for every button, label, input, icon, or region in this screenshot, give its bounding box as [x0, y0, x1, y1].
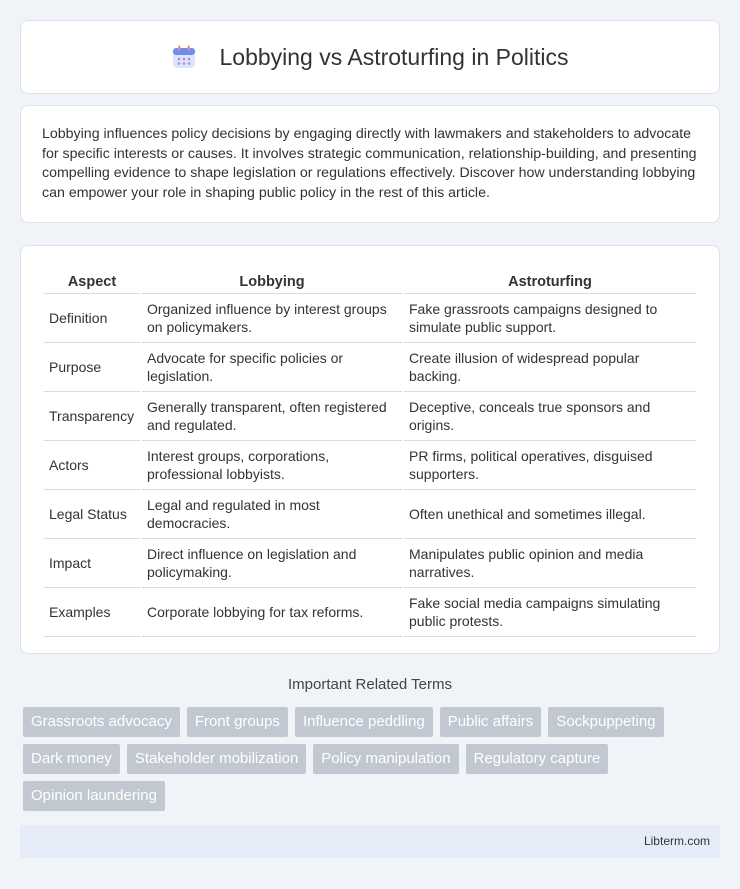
tag-influence-peddling[interactable]: Influence peddling: [295, 707, 433, 737]
table-cell: Definition: [44, 294, 140, 343]
page-title: Lobbying vs Astroturfing in Politics: [219, 43, 569, 70]
table-cell: Interest groups, corporations, professional lobbyists.: [142, 441, 402, 490]
table-row: [44, 539, 696, 588]
table-row: [44, 294, 696, 343]
table-row: [44, 441, 696, 490]
tag-dark-money[interactable]: Dark money: [23, 744, 120, 774]
intro-text: Lobbying influences policy decisions by engaging directly with lawmakers and stakeholders to advocate for specific interests or causes. It involves strategic communication, relationship-building, and presenting compelling evidence to shape legislation or regulations effectively. Discover how understanding lobbying can empower your role in shaping public policy in the rest of this article.: [42, 126, 697, 201]
table-row: [44, 392, 696, 441]
table-cell: Examples: [44, 588, 140, 637]
tag-grassroots-advocacy[interactable]: Grassroots advocacy: [23, 707, 180, 737]
table-row: [44, 588, 696, 637]
table-cell: Organized influence by interest groups on policymakers.: [142, 294, 402, 343]
footer: [20, 825, 720, 858]
related-terms-list: [23, 707, 723, 811]
tag-sockpuppeting[interactable]: Sockpuppeting: [548, 707, 663, 737]
related-terms-title: Important Related Terms: [288, 676, 452, 693]
table-cell: Actors: [44, 441, 140, 490]
table-cell: Advocate for specific policies or legislation.: [142, 343, 402, 392]
table-row: [44, 343, 696, 392]
intro-card: [20, 105, 720, 223]
comparison-table-card: [20, 245, 720, 654]
table-cell: Direct influence on legislation and policymaking.: [142, 539, 402, 588]
table-cell: Deceptive, conceals true sponsors and origins.: [404, 392, 696, 441]
header-card: [20, 20, 720, 94]
table-cell: Fake social media campaigns simulating public protests.: [404, 588, 696, 637]
table-cell: Transparency: [44, 392, 140, 441]
comparison-table: [42, 266, 698, 637]
table-cell: Generally transparent, often registered and regulated.: [142, 392, 402, 441]
tag-front-groups[interactable]: Front groups: [187, 707, 288, 737]
table-cell: Corporate lobbying for tax reforms.: [142, 588, 402, 637]
header-lobbying: Lobbying: [142, 266, 402, 294]
tag-opinion-laundering[interactable]: Opinion laundering: [23, 781, 165, 811]
header-aspect: Aspect: [44, 266, 140, 294]
table-cell: Impact: [44, 539, 140, 588]
tag-stakeholder-mobilization[interactable]: Stakeholder mobilization: [127, 744, 306, 774]
table-cell: Legal and regulated in most democracies.: [142, 490, 402, 539]
table-cell: Create illusion of widespread popular backing.: [404, 343, 696, 392]
table-header-row: [44, 266, 696, 294]
table-row: [44, 490, 696, 539]
table-cell: Manipulates public opinion and media narratives.: [404, 539, 696, 588]
table-cell: Legal Status: [44, 490, 140, 539]
footer-site-link[interactable]: Libterm.com: [643, 834, 710, 848]
table-cell: PR firms, political operatives, disguised supporters.: [404, 441, 696, 490]
header-astroturfing: Astroturfing: [404, 266, 696, 294]
table-cell: Purpose: [44, 343, 140, 392]
calendar-icon: [171, 44, 197, 70]
tag-policy-manipulation[interactable]: Policy manipulation: [313, 744, 458, 774]
tag-public-affairs[interactable]: Public affairs: [440, 707, 542, 737]
tag-regulatory-capture[interactable]: Regulatory capture: [466, 744, 609, 774]
table-cell: Often unethical and sometimes illegal.: [404, 490, 696, 539]
table-cell: Fake grassroots campaigns designed to simulate public support.: [404, 294, 696, 343]
